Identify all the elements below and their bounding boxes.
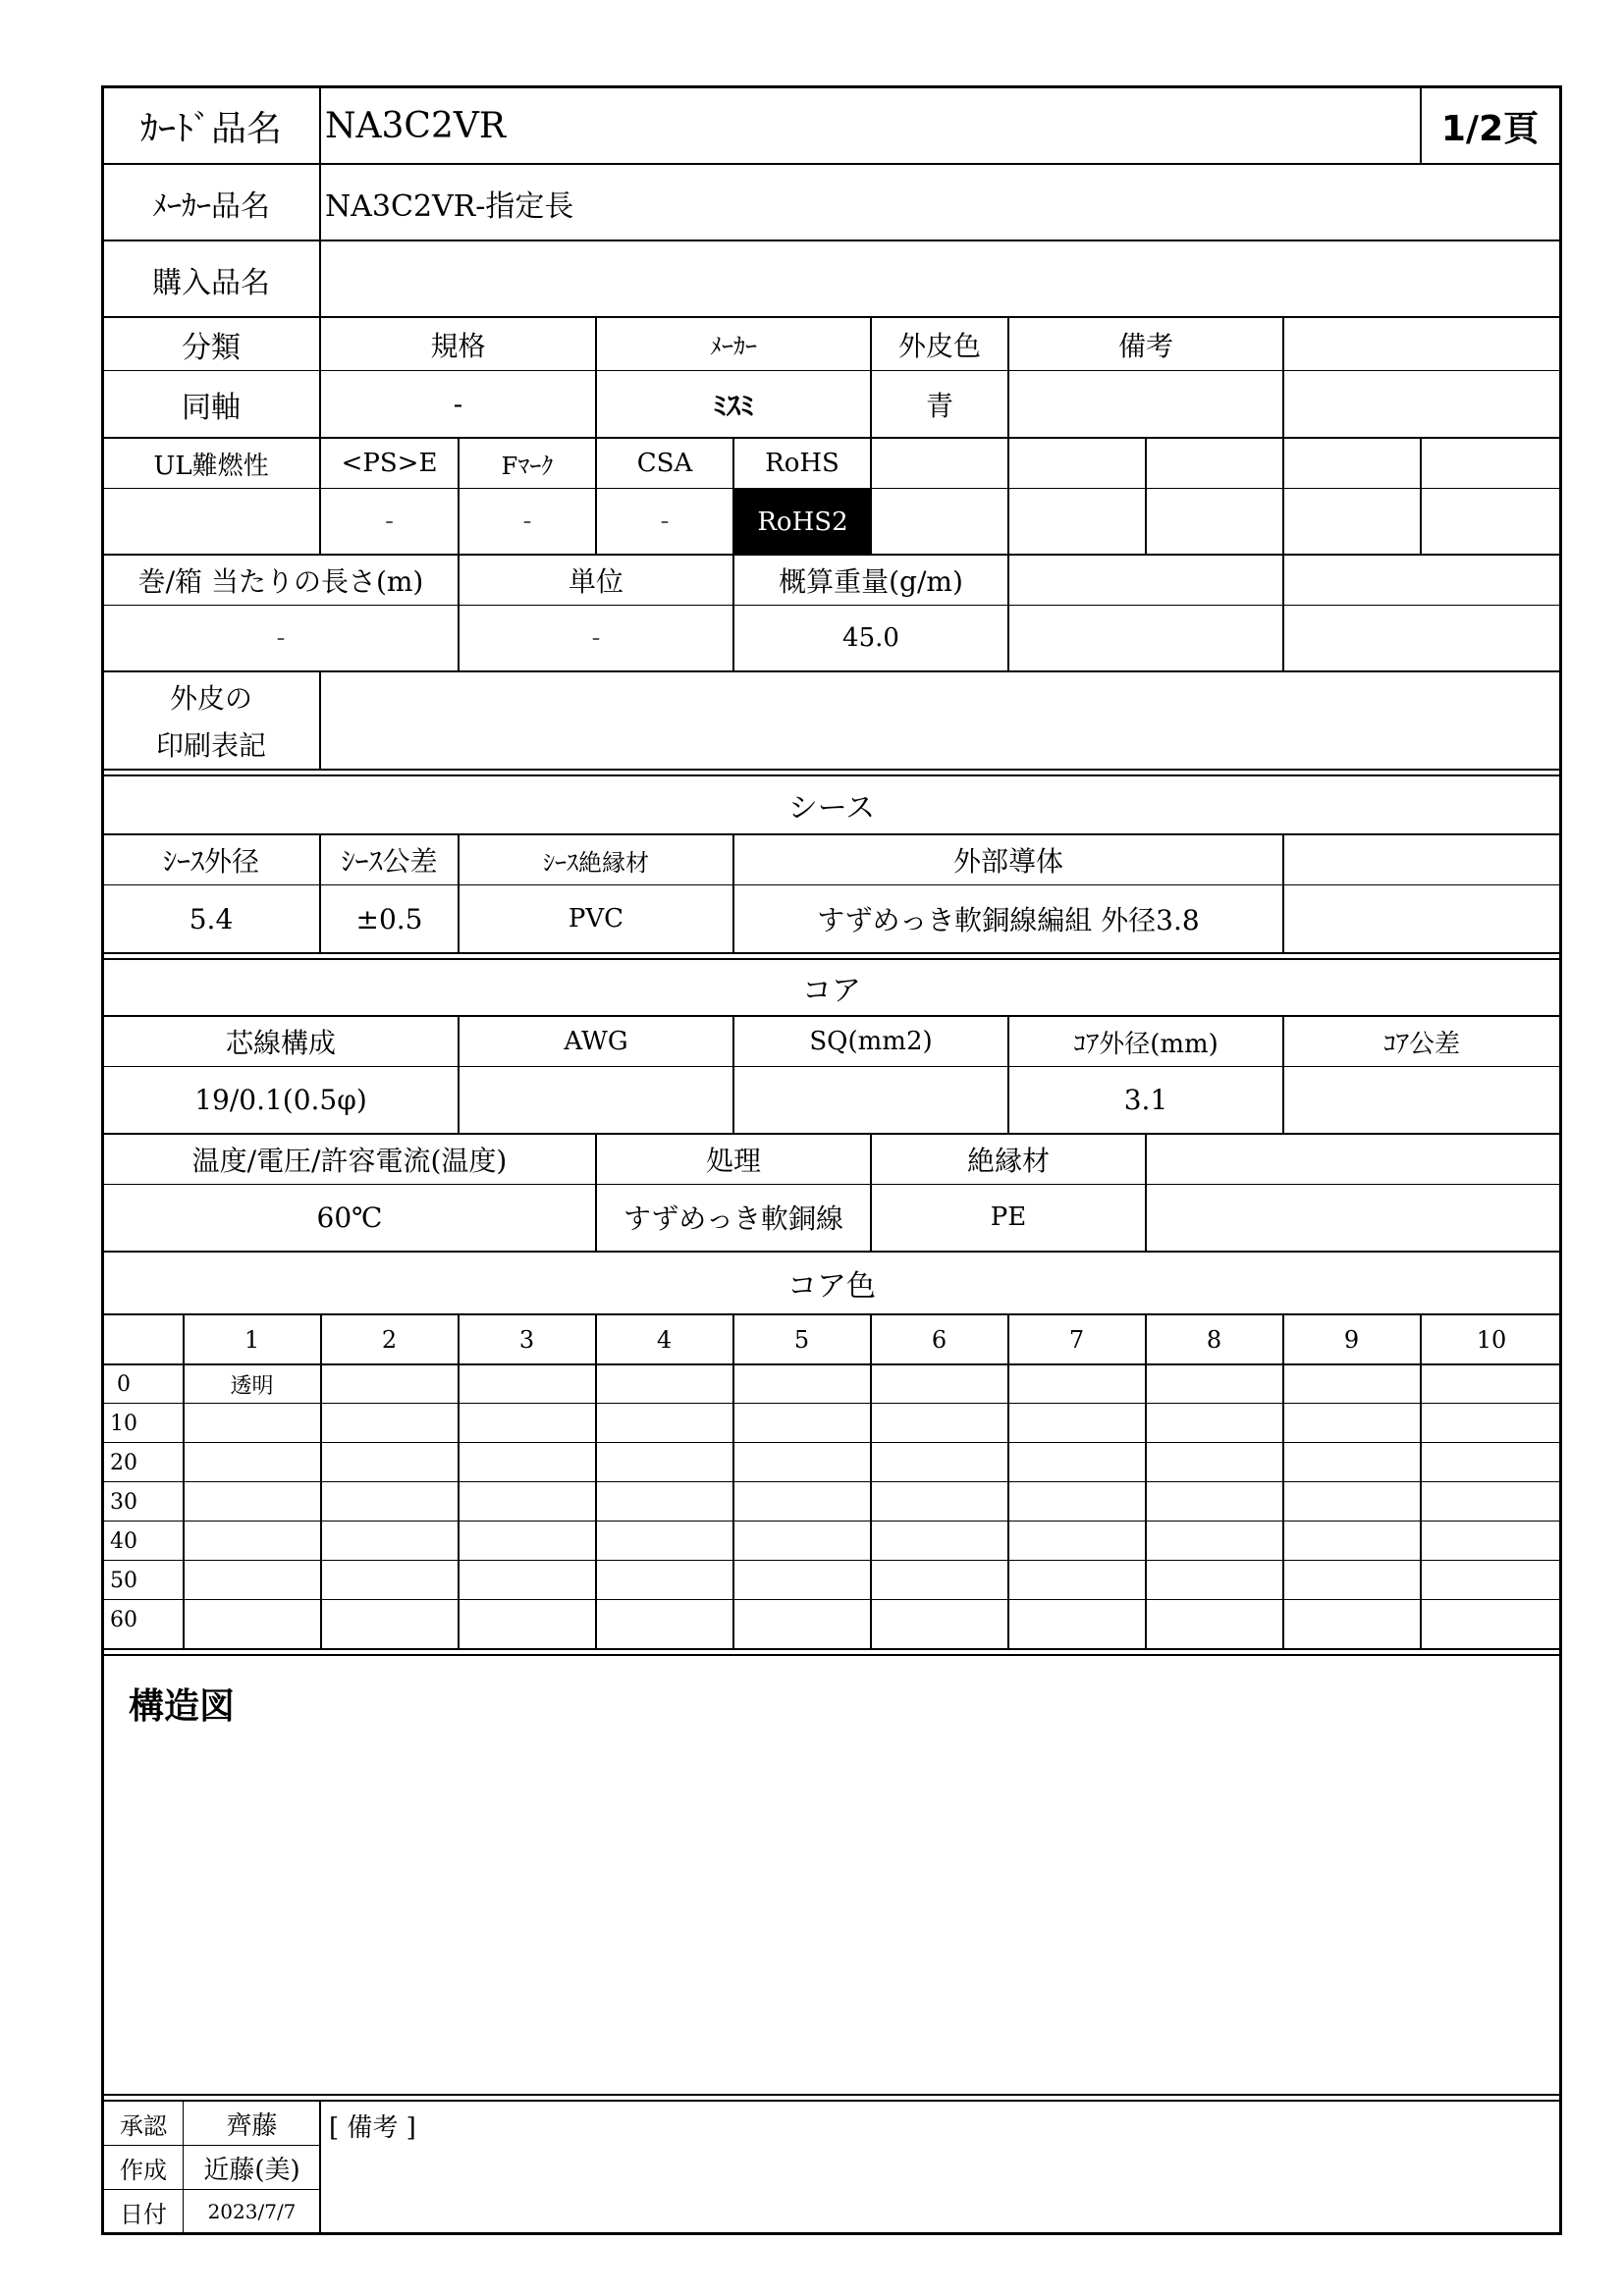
sheath-value-tol: ±0.5: [355, 902, 423, 935]
sheath-header-od: ｼｰｽ外径: [162, 845, 259, 878]
divider: [1420, 438, 1422, 556]
core2-value-1: すずめっき軟銅線: [623, 1202, 843, 1235]
approve-name: 齊藤: [226, 2110, 278, 2141]
sheath-value-4: [1284, 885, 1559, 952]
core-header-3: ｺｱ外径(mm): [1073, 1029, 1218, 1059]
divider: [595, 317, 597, 439]
color-cell: [460, 1443, 594, 1482]
class-value-1: -: [453, 388, 463, 420]
color-col-header: 3: [518, 1326, 535, 1354]
core-header-1: AWG: [564, 1027, 628, 1056]
cert-value-8: [1284, 489, 1420, 554]
sheath-value-outer: すずめっき軟銅線編組 外径3.8: [817, 904, 1200, 936]
divider: [1007, 1314, 1009, 1649]
core-value-3: 3.1: [1123, 1084, 1168, 1116]
color-col-header: 9: [1343, 1326, 1360, 1354]
color-row-label: 60: [110, 1607, 137, 1632]
purchase-name-label: 購入品名: [152, 265, 270, 300]
color-cell: [734, 1482, 869, 1522]
color-cell: [597, 1522, 731, 1561]
color-cell: [185, 1443, 319, 1482]
color-cell: [1147, 1364, 1281, 1404]
cert-value-6: [1009, 489, 1145, 554]
divider: [595, 1314, 597, 1649]
color-cell: [1422, 1364, 1561, 1404]
cert-value-csa: -: [660, 507, 670, 536]
divider: [595, 438, 597, 556]
core2-value-3: [1147, 1185, 1559, 1250]
color-col-header: 2: [381, 1326, 398, 1354]
divider: [320, 1314, 322, 1649]
divider: [101, 1654, 1562, 1656]
sheath-section-title: シース: [787, 791, 876, 826]
core-section-title: コア: [802, 974, 861, 1008]
divider: [595, 1134, 597, 1252]
divider: [319, 164, 321, 241]
color-cell: [1009, 1443, 1144, 1482]
color-cell: [734, 1404, 869, 1443]
color-cell: [1284, 1561, 1419, 1600]
print-label-line2: 印刷表記: [155, 729, 266, 762]
divider: [1007, 317, 1009, 439]
date-label: 日付: [120, 2200, 167, 2228]
divider: [101, 1184, 1562, 1185]
core2-header-0: 温度/電圧/許容電流(温度): [191, 1145, 508, 1177]
cert-value-rohs: RoHS2: [734, 489, 871, 555]
color-cell: [1009, 1364, 1144, 1404]
length-value-0: -: [276, 623, 286, 653]
class-header-5: [1284, 318, 1559, 370]
color-col-header: 7: [1068, 1326, 1085, 1354]
color-cell: [185, 1482, 319, 1522]
color-row-label: 30: [110, 1489, 137, 1515]
divider: [1420, 85, 1422, 164]
divider: [870, 1134, 872, 1252]
color-row-label: 40: [110, 1528, 137, 1554]
divider: [319, 438, 321, 556]
color-cell: [322, 1443, 457, 1482]
length-header-3: [1009, 556, 1282, 605]
length-value-1: -: [591, 623, 601, 653]
sheath-value-od: 5.4: [189, 902, 234, 935]
color-cell: [1147, 1561, 1281, 1600]
divider: [319, 240, 321, 318]
divider: [319, 671, 321, 771]
divider: [458, 438, 460, 556]
length-header-0: 巻/箱 当たりの長さ(m): [137, 565, 424, 598]
date-value: 2023/7/7: [207, 2200, 297, 2223]
divider: [1007, 555, 1009, 672]
color-cell: [734, 1522, 869, 1561]
cert-header-ul: UL難燃性: [153, 451, 269, 481]
divider: [1282, 317, 1284, 439]
class-header-4: 備考: [1117, 329, 1173, 362]
divider: [732, 834, 734, 953]
core-color-section-title: コア色: [787, 1269, 876, 1304]
divider: [732, 1314, 734, 1649]
color-cell: [872, 1364, 1006, 1404]
spec-sheet: [101, 85, 1562, 2235]
color-col-header: 6: [931, 1326, 947, 1354]
divider: [458, 834, 460, 953]
print-label-line1: 外皮の: [169, 682, 252, 715]
purchase-name-value: [325, 241, 1209, 317]
color-cell: [1009, 1561, 1144, 1600]
color-cell: [597, 1600, 731, 1639]
color-cell: [460, 1482, 594, 1522]
cert-header-8: [1284, 439, 1420, 488]
core2-header-2: 絶縁材: [966, 1145, 1050, 1177]
color-cell: [1284, 1443, 1419, 1482]
color-col-header: 8: [1206, 1326, 1222, 1354]
create-name: 近藤(美): [203, 2155, 300, 2185]
card-name-label: ｶｰﾄﾞ品名: [139, 109, 282, 149]
color-row-label: 50: [110, 1568, 137, 1593]
divider: [1007, 438, 1009, 556]
color-cell: [1147, 1522, 1281, 1561]
divider: [1282, 555, 1284, 672]
core2-value-2: PE: [990, 1202, 1027, 1232]
divider: [1145, 1134, 1147, 1252]
color-cell: [460, 1561, 594, 1600]
color-cell: 透明: [230, 1373, 274, 1399]
color-cell: [185, 1561, 319, 1600]
color-cell: [322, 1482, 457, 1522]
core-value-0: 19/0.1(0.5φ): [194, 1084, 367, 1116]
divider: [1007, 1016, 1009, 1134]
color-cell: [1422, 1561, 1561, 1600]
color-cell: [734, 1443, 869, 1482]
color-cell: [1009, 1482, 1144, 1522]
divider: [1420, 1314, 1422, 1649]
class-value-3: 青: [925, 389, 953, 422]
cert-value-ul: [104, 489, 318, 554]
color-cell: [322, 1522, 457, 1561]
color-cell: [1147, 1443, 1281, 1482]
cert-header-6: [1009, 439, 1145, 488]
divider: [1282, 438, 1284, 556]
divider: [732, 1016, 734, 1134]
color-cell: [734, 1561, 869, 1600]
divider: [101, 2094, 1562, 2096]
color-cell: [872, 1482, 1006, 1522]
core-header-4: ｺｱ公差: [1382, 1029, 1460, 1059]
color-cell: [1147, 1600, 1281, 1639]
color-cell: [597, 1482, 731, 1522]
divider: [101, 1066, 1562, 1067]
color-cell: [1422, 1404, 1561, 1443]
cert-value-fmark: -: [522, 507, 532, 536]
approve-label: 承認: [120, 2111, 167, 2140]
color-cell: [1284, 1600, 1419, 1639]
divider: [319, 317, 321, 439]
class-header-0: 分類: [182, 330, 241, 365]
divider: [732, 438, 734, 556]
page-number: 1/2頁: [1440, 109, 1540, 149]
length-header-2: 概算重量(g/m): [779, 565, 963, 598]
divider: [101, 952, 1562, 954]
divider: [1282, 834, 1284, 953]
color-col-header: 10: [1476, 1326, 1507, 1354]
divider: [319, 85, 321, 164]
core-header-0: 芯線構成: [225, 1027, 336, 1059]
divider: [1145, 1314, 1147, 1649]
sheath-header-4: [1284, 835, 1559, 884]
sheath-value-insul: PVC: [568, 904, 624, 934]
cert-header-rohs: RoHS: [765, 449, 839, 478]
divider: [101, 769, 1562, 771]
cert-value-5: [872, 489, 1007, 554]
divider: [458, 1314, 460, 1649]
maker-name-value: NA3C2VR-指定長: [325, 188, 574, 224]
card-name-value: NA3C2VR: [325, 106, 506, 146]
divider: [183, 1314, 185, 1649]
color-col-header: 5: [793, 1326, 810, 1354]
divider: [1282, 1016, 1284, 1134]
color-cell: [1284, 1364, 1419, 1404]
color-cell: [185, 1404, 319, 1443]
class-value-2: ﾐｽﾐ: [712, 389, 754, 422]
color-cell: [460, 1364, 594, 1404]
color-cell: [460, 1404, 594, 1443]
divider: [458, 1016, 460, 1134]
length-value-4: [1284, 606, 1559, 670]
cert-value-9: [1422, 489, 1559, 554]
color-cell: [872, 1561, 1006, 1600]
core2-header-3: [1147, 1135, 1559, 1184]
color-col-header: 4: [656, 1326, 673, 1354]
core2-header-1: 処理: [705, 1145, 761, 1177]
divider: [458, 555, 460, 672]
color-cell: [1147, 1404, 1281, 1443]
color-cell: [1284, 1404, 1419, 1443]
core-value-1: [460, 1067, 732, 1133]
divider: [870, 317, 872, 439]
divider: [183, 2101, 184, 2235]
core-header-2: SQ(mm2): [809, 1027, 933, 1056]
divider: [101, 605, 1562, 606]
cert-header-9: [1422, 439, 1559, 488]
core2-value-0: 60℃: [316, 1201, 383, 1234]
length-header-4: [1284, 556, 1559, 605]
divider: [319, 2101, 321, 2235]
color-row-label: 0: [117, 1371, 131, 1397]
divider: [870, 1314, 872, 1649]
core-value-2: [734, 1067, 1007, 1133]
cert-header-7: [1147, 439, 1282, 488]
color-cell: [1147, 1482, 1281, 1522]
divider: [870, 438, 872, 556]
sheath-header-tol: ｼｰｽ公差: [341, 845, 438, 878]
sheath-header-outer: 外部導体: [952, 845, 1063, 878]
class-value-5: [1284, 371, 1559, 437]
maker-name-label: ﾒｰｶｰ品名: [152, 188, 270, 224]
color-cell: [1422, 1522, 1561, 1561]
sheath-header-insul: ｼｰｽ絶縁材: [543, 848, 649, 877]
color-cell: [597, 1364, 731, 1404]
print-value: [325, 672, 1503, 770]
cert-header-pse: <PS>E: [341, 449, 438, 478]
color-col-header: 1: [244, 1326, 260, 1354]
color-cell: [597, 1561, 731, 1600]
color-cell: [734, 1364, 869, 1404]
color-cell: [1284, 1482, 1419, 1522]
cert-value-pse: -: [385, 507, 394, 536]
color-cell: [322, 1561, 457, 1600]
color-cell: [460, 1522, 594, 1561]
structure-title: 構造図: [129, 1685, 236, 1727]
divider: [101, 2145, 321, 2146]
class-value-0: 同軸: [182, 390, 241, 425]
color-cell: [1009, 1522, 1144, 1561]
cert-header-fmark: Fﾏｰｸ: [501, 452, 554, 480]
length-value-2: 45.0: [842, 623, 899, 653]
remarks-label: [ 備考 ]: [329, 2112, 416, 2143]
color-cell: [872, 1443, 1006, 1482]
class-header-3: 外皮色: [897, 329, 981, 362]
divider: [319, 834, 321, 953]
color-cell: [322, 1364, 457, 1404]
color-cell: [185, 1600, 319, 1639]
color-cell: [872, 1404, 1006, 1443]
divider: [101, 2189, 321, 2190]
divider: [1145, 438, 1147, 556]
class-header-1: 規格: [430, 329, 486, 362]
divider: [1282, 1314, 1284, 1649]
color-cell: [322, 1404, 457, 1443]
class-header-2: ﾒｰｶｰ: [710, 333, 757, 360]
color-row-label: 20: [110, 1450, 137, 1475]
class-value-4: [1009, 371, 1282, 437]
color-cell: [597, 1404, 731, 1443]
color-cell: [734, 1600, 869, 1639]
create-label: 作成: [120, 2156, 167, 2184]
color-cell: [597, 1443, 731, 1482]
divider: [732, 555, 734, 672]
cert-value-7: [1147, 489, 1282, 554]
cert-header-csa: CSA: [636, 449, 693, 478]
color-cell: [1422, 1482, 1561, 1522]
color-cell: [322, 1600, 457, 1639]
color-cell: [1422, 1600, 1561, 1639]
core-value-4: [1284, 1067, 1559, 1133]
color-cell: [185, 1522, 319, 1561]
color-cell: [460, 1600, 594, 1639]
cert-header-5: [872, 439, 1007, 488]
length-header-1: 単位: [568, 565, 623, 598]
color-cell: [1422, 1443, 1561, 1482]
color-cell: [1009, 1404, 1144, 1443]
color-cell: [1009, 1600, 1144, 1639]
color-cell: [1284, 1522, 1419, 1561]
color-row-label: 10: [110, 1411, 137, 1436]
length-value-3: [1009, 606, 1282, 670]
color-cell: [872, 1522, 1006, 1561]
color-cell: [872, 1600, 1006, 1639]
